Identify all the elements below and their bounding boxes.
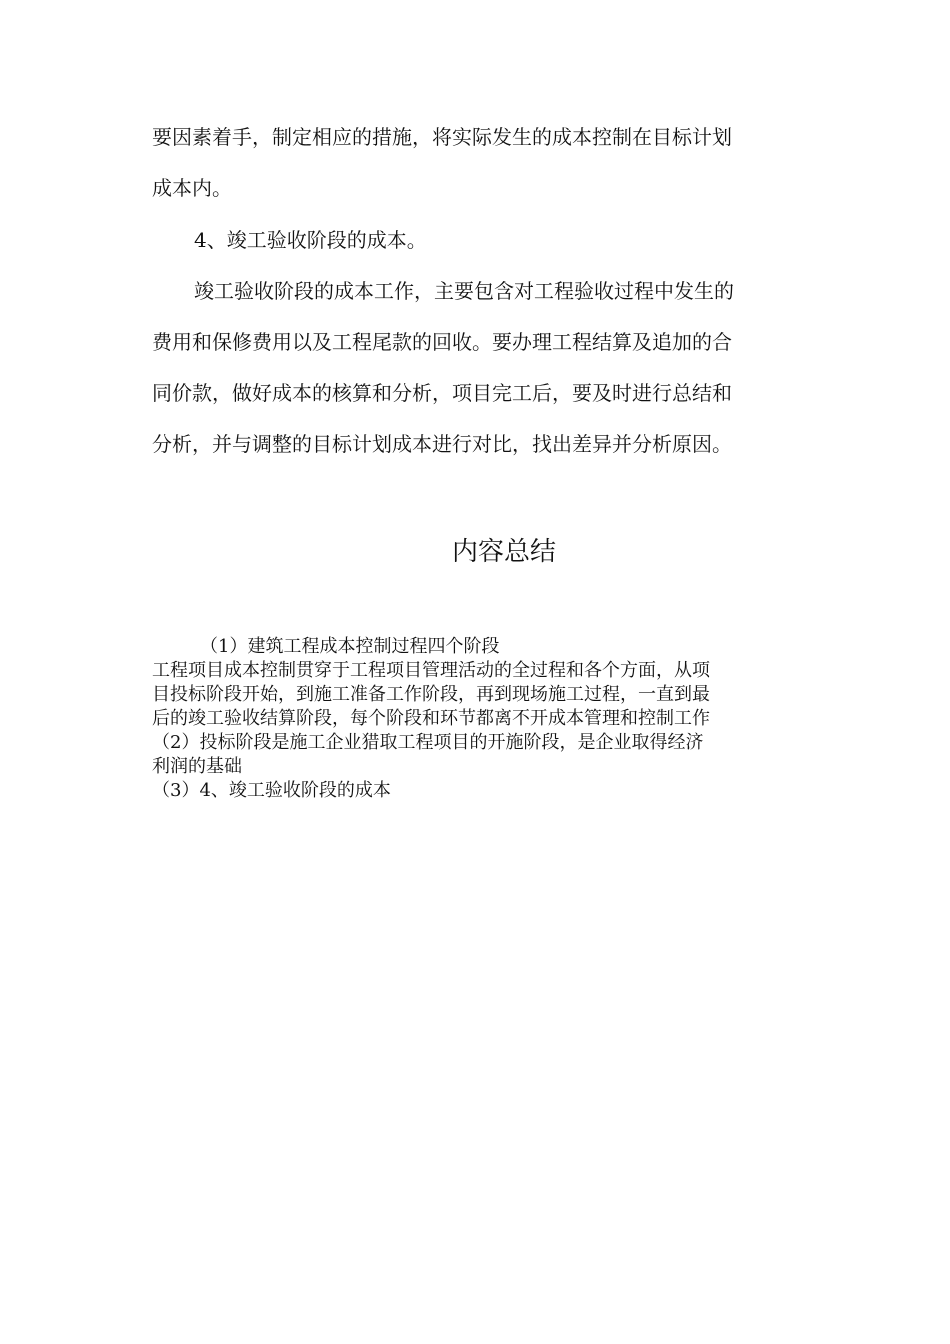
paragraph-line: 要因素着手，制定相应的措施，将实际发生的成本控制在目标计划 [152, 125, 732, 149]
section-heading-text: 4、竣工验收阶段的成本。 [194, 228, 427, 252]
paragraph-line: 成本内。 [152, 176, 232, 200]
summary-line: 工程项目成本控制贯穿于工程项目管理活动的全过程和各个方面，从项 [152, 660, 710, 681]
summary-title: 内容总结 [451, 537, 556, 567]
paragraph-line: 分析，并与调整的目标计划成本进行对比，找出差异并分析原因。 [152, 432, 732, 456]
section-heading-completion-stage [152, 215, 802, 266]
paragraph-line: 费用和保修费用以及工程尾款的回收。要办理工程结算及追加的合 [152, 330, 732, 354]
paragraph-completion-stage [152, 266, 802, 470]
summary-line: （3）4、竣工验收阶段的成本 [152, 780, 391, 801]
paragraph-line: 竣工验收阶段的成本工作，主要包含对工程验收过程中发生的 [194, 279, 734, 303]
paragraph-line: 同价款，做好成本的核算和分析，项目完工后，要及时进行总结和 [152, 381, 732, 405]
paragraph-cost-control-end [152, 112, 802, 214]
summary-line: （1）建筑工程成本控制过程四个阶段 [200, 636, 500, 657]
summary-line: （2）投标阶段是施工企业猎取工程项目的开施阶段，是企业取得经济 [152, 732, 704, 753]
summary-line: 目投标阶段开始，到施工准备工作阶段，再到现场施工过程，一直到最 [152, 684, 710, 705]
summary-line: 后的竣工验收结算阶段，每个阶段和环节都离不开成本管理和控制工作 [152, 708, 710, 729]
summary-line: 利润的基础 [152, 756, 242, 777]
summary-block [152, 635, 812, 803]
